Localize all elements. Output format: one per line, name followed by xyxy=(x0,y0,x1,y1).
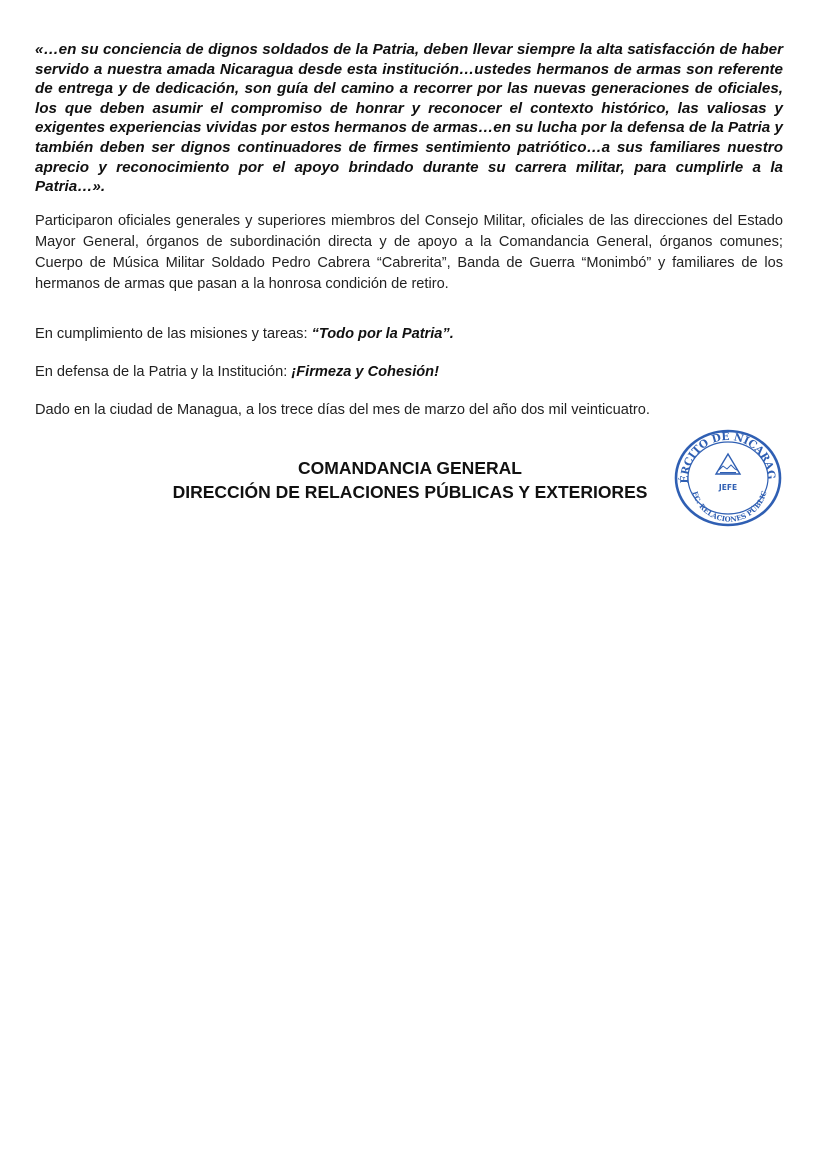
seal-top-text: ÉRCITO DE NICARAG xyxy=(678,430,778,484)
defense-prefix: En defensa de la Patria y la Institución: xyxy=(35,364,292,380)
signature-line-1: COMANDANCIA GENERAL xyxy=(298,458,522,478)
svg-text:EJÉRCITO DE NICARAGUA xyxy=(672,428,777,484)
defense-paragraph xyxy=(35,362,783,383)
mission-prefix: En cumplimiento de las misiones y tareas: xyxy=(35,326,312,342)
seal-bottom-text: EC. RELACIONES PÚBLIC xyxy=(690,489,769,524)
signature-line-2: DIRECCIÓN DE RELACIONES PÚBLICAS Y EXTERIORES xyxy=(172,482,648,502)
mission-paragraph xyxy=(35,324,783,345)
official-seal-stamp xyxy=(672,428,784,528)
quote-paragraph: «…en su conciencia de dignos soldados de la Patria, deben llevar siempre la alta satisfacción de haber servido a nuestra amada Nicaragua desde esta institución…ustedes hermanos de armas son referente de entrega y de dedicación, son guía del camino a recorrer por las nuevas generaciones de oficiales, los que deben asumir el compromiso de honrar y reconocer el contexto histórico, las valiosas y exigentes experiencias vividas por estos hermanos de armas…en su lucha por la defensa de la Patria y también deben ser dignos continuadores de firmes sentimiento patriótico…a sus familiares nuestro aprecio y reconocimiento por el apoyo brindado durante su carrera militar, para cumplirle a la Patria…». xyxy=(35,41,783,196)
seal-center-text: JEFE xyxy=(718,483,738,492)
defense-motto: ¡Firmeza y Cohesión! xyxy=(291,364,439,380)
date-paragraph: Dado en la ciudad de Managua, a los trece días del mes de marzo del año dos mil veinticuatro. xyxy=(35,402,650,418)
mission-motto: “Todo por la Patria”. xyxy=(311,326,454,342)
participants-paragraph: Participaron oficiales generales y superiores miembros del Consejo Militar, oficiales de las direcciones del Estado Mayor General, órganos de subordinación directa y de apoyo a la Comandancia General, órganos comunes; Cuerpo de Música Militar Soldado Pedro Cabrera “Cabrerita”, Banda de Guerra “Monimbó” y familiares de los hermanos de armas que pasan a la honrosa condición de retiro. xyxy=(35,213,783,292)
seal-icon xyxy=(672,428,784,528)
